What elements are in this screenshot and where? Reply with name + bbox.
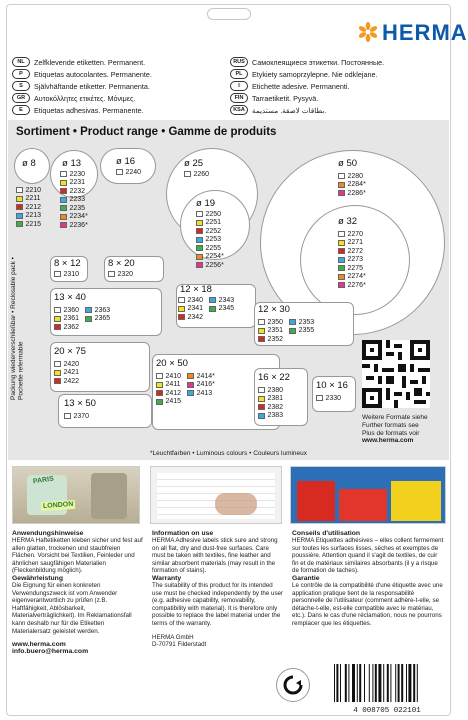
photo-forms bbox=[150, 466, 282, 524]
product-number: 2276* bbox=[347, 281, 366, 289]
group-25: ø 25 bbox=[184, 158, 204, 169]
color-swatch bbox=[338, 257, 345, 263]
product-number: 2254* bbox=[205, 253, 224, 261]
product-number: 2234* bbox=[69, 213, 88, 221]
product-item bbox=[209, 296, 234, 305]
product-number: 2240 bbox=[125, 168, 142, 176]
product-item bbox=[54, 270, 79, 279]
color-swatch bbox=[54, 307, 61, 313]
product-number: 2342 bbox=[187, 313, 204, 321]
product-item bbox=[316, 394, 341, 403]
product-item bbox=[85, 315, 110, 324]
product-number: 2320 bbox=[117, 270, 134, 278]
group-19: ø 19 bbox=[196, 198, 216, 209]
product-item bbox=[54, 377, 79, 386]
group-20x75: 20 × 75 bbox=[54, 346, 86, 357]
product-item bbox=[178, 313, 203, 322]
barcode-bar bbox=[413, 664, 415, 702]
color-swatch bbox=[156, 382, 163, 388]
barcode-bars bbox=[330, 664, 444, 702]
product-item bbox=[54, 369, 79, 378]
product-item bbox=[54, 315, 79, 324]
barcode-bar bbox=[417, 664, 418, 702]
color-swatch bbox=[178, 306, 185, 312]
product-number: 2233 bbox=[69, 196, 86, 204]
product-number: 2272 bbox=[347, 247, 364, 255]
color-swatch bbox=[196, 211, 203, 217]
list-12x18 bbox=[178, 296, 234, 322]
product-item bbox=[187, 381, 215, 390]
color-swatch bbox=[60, 205, 67, 211]
color-swatch bbox=[196, 262, 203, 268]
product-number: 2231 bbox=[69, 179, 86, 187]
product-number: 2235 bbox=[69, 204, 86, 212]
product-item bbox=[338, 247, 366, 256]
product-item bbox=[258, 412, 283, 421]
product-number: 2270 bbox=[347, 230, 364, 238]
barcode-bar bbox=[408, 664, 411, 702]
product-item bbox=[289, 318, 314, 327]
color-swatch bbox=[187, 382, 194, 388]
color-swatch bbox=[156, 390, 163, 396]
product-number: 2352 bbox=[267, 335, 284, 343]
product-number: 2383 bbox=[267, 412, 284, 420]
product-number: 2341 bbox=[187, 305, 204, 313]
product-item bbox=[196, 219, 224, 228]
list-25 bbox=[184, 170, 209, 179]
group-8x20: 8 × 20 bbox=[108, 258, 135, 269]
color-swatch bbox=[258, 396, 265, 402]
column-french: Conseils d'utilisation HERMA Etiquettes adhésives – elles collent fermement sur toutes les surfaces lisses, sèches et exemptes de poussière. Attention quand il s'agit de textiles, de cuir fin et de matériaux similaires absorbants (il y a risque de formation de taches). Garantie Le contrôle de la compatibilité d'une étiquette avec une application pratique tient de la responsabilité personnelle de l'utilisateur (comment adhère-t-elle, se détache-t-elle, est-elle compatible avec le matériau, etc.). Dans le cas d'une réclamation, nous ne pourrons remplacer que les étiquettes. bbox=[292, 530, 444, 627]
color-swatch bbox=[338, 274, 345, 280]
group-13x50: 13 × 50 bbox=[64, 398, 96, 409]
product-item bbox=[16, 203, 41, 212]
color-swatch bbox=[258, 413, 265, 419]
product-number: 2232 bbox=[69, 187, 86, 195]
product-item bbox=[196, 210, 224, 219]
product-item bbox=[338, 189, 366, 198]
barcode-bar bbox=[357, 664, 358, 702]
product-number: 2351 bbox=[267, 327, 284, 335]
group-16x22: 16 × 22 bbox=[258, 372, 290, 383]
product-number: 2382 bbox=[267, 403, 284, 411]
group-16: ø 16 bbox=[116, 156, 136, 167]
product-number: 2212 bbox=[25, 203, 42, 211]
product-item bbox=[258, 327, 283, 336]
product-number: 2361 bbox=[63, 315, 80, 323]
product-number: 2411 bbox=[165, 381, 181, 389]
product-item bbox=[289, 327, 314, 336]
color-swatch bbox=[178, 314, 185, 320]
product-item bbox=[258, 403, 283, 412]
barcode-bar bbox=[369, 664, 370, 702]
product-number: 2230 bbox=[69, 170, 86, 178]
more-formats-link[interactable]: www.herma.com bbox=[362, 437, 414, 445]
product-item bbox=[16, 220, 41, 229]
product-number: 2210 bbox=[25, 186, 42, 194]
barcode-number: 4 008705 022101 bbox=[353, 707, 421, 715]
color-swatch bbox=[85, 316, 92, 322]
group-10x16: 10 × 16 bbox=[316, 380, 348, 391]
list-13 bbox=[60, 170, 88, 230]
color-swatch bbox=[60, 188, 67, 194]
product-item bbox=[60, 179, 88, 188]
color-swatch bbox=[64, 413, 71, 419]
product-item bbox=[196, 244, 224, 253]
product-item bbox=[196, 253, 224, 262]
barcode-bar bbox=[336, 664, 338, 702]
brand-name: HERMA bbox=[382, 20, 468, 45]
product-item bbox=[258, 386, 283, 395]
color-swatch bbox=[16, 213, 23, 219]
product-item bbox=[54, 323, 79, 332]
product-number: 2260 bbox=[193, 170, 210, 178]
barcode-bar bbox=[364, 664, 365, 702]
color-swatch bbox=[258, 336, 265, 342]
product-item bbox=[338, 256, 366, 265]
product-item bbox=[187, 372, 215, 381]
color-swatch bbox=[60, 197, 67, 203]
color-swatch bbox=[187, 390, 194, 396]
color-swatch bbox=[54, 316, 61, 322]
group-8: ø 8 bbox=[22, 158, 36, 169]
color-swatch bbox=[178, 297, 185, 303]
product-number: 2211 bbox=[25, 195, 41, 203]
color-swatch bbox=[54, 378, 61, 384]
list-13x50 bbox=[64, 412, 89, 421]
product-number: 2345 bbox=[218, 305, 235, 313]
barcode-bar bbox=[395, 664, 396, 702]
product-item bbox=[60, 170, 88, 179]
barcode-bar bbox=[348, 664, 349, 702]
product-item bbox=[54, 360, 79, 369]
list-8x20 bbox=[108, 270, 133, 279]
lang-row: NL Zelfklevende etiketten. Permanent. bbox=[12, 56, 232, 68]
photo-label-paris: PARIS bbox=[32, 475, 55, 486]
product-number: 2380 bbox=[267, 386, 284, 394]
color-swatch bbox=[209, 297, 216, 303]
group-12x18: 12 × 18 bbox=[180, 284, 212, 295]
product-number: 2413 bbox=[196, 389, 213, 397]
product-number: 2365 bbox=[94, 315, 111, 323]
product-item bbox=[178, 305, 203, 314]
color-swatch bbox=[16, 196, 23, 202]
list-8 bbox=[16, 186, 41, 229]
barcode-bar bbox=[378, 664, 381, 702]
product-number: 2343 bbox=[218, 296, 235, 304]
product-number: 2410 bbox=[165, 372, 182, 380]
color-swatch bbox=[60, 180, 67, 186]
recycle-icon bbox=[276, 668, 310, 702]
color-swatch bbox=[258, 404, 265, 410]
photo-label-london: LONDON bbox=[41, 500, 76, 511]
product-number: 2273 bbox=[347, 256, 364, 264]
product-item bbox=[60, 196, 88, 205]
product-item bbox=[338, 264, 366, 273]
color-swatch bbox=[156, 373, 163, 379]
color-swatch bbox=[16, 204, 23, 210]
product-number: 2250 bbox=[205, 210, 222, 218]
lang-row: RUS Самоклеящиеся этикетки. Постоянные. bbox=[230, 56, 450, 68]
lang-row: I Etichette adesive. Permanenti. bbox=[230, 80, 450, 92]
color-swatch bbox=[196, 237, 203, 243]
list-8x12 bbox=[54, 270, 79, 279]
barcode-bar bbox=[398, 664, 400, 702]
list-12x30 bbox=[258, 318, 314, 344]
product-number: 2350 bbox=[267, 318, 284, 326]
color-swatch bbox=[16, 221, 23, 227]
color-swatch bbox=[338, 265, 345, 271]
color-swatch bbox=[338, 190, 345, 196]
color-swatch bbox=[258, 328, 265, 334]
product-number: 2284* bbox=[347, 181, 366, 189]
product-item bbox=[187, 389, 215, 398]
email-link[interactable]: info.buero@herma.com bbox=[12, 648, 89, 656]
list-10x16 bbox=[316, 394, 341, 403]
product-number: 2271 bbox=[347, 239, 364, 247]
product-item bbox=[64, 412, 89, 421]
product-item bbox=[116, 168, 141, 177]
product-number: 2421 bbox=[63, 369, 80, 377]
product-item bbox=[16, 186, 41, 195]
product-number: 2256* bbox=[205, 261, 224, 269]
product-item bbox=[108, 270, 133, 279]
product-item bbox=[196, 261, 224, 270]
barcode-bar bbox=[352, 664, 355, 702]
more-formats: Weitere Formate siehe Further formats see Plus de formats voir www.herma.com bbox=[362, 414, 428, 445]
color-swatch bbox=[338, 240, 345, 246]
product-number: 2420 bbox=[63, 360, 80, 368]
product-item bbox=[16, 212, 41, 221]
color-swatch bbox=[54, 271, 61, 277]
color-swatch bbox=[338, 173, 345, 179]
product-item bbox=[156, 372, 181, 381]
product-item bbox=[184, 170, 209, 179]
lang-row: E Etiquetas adhesivas. Permanente. bbox=[12, 104, 232, 116]
color-swatch bbox=[209, 306, 216, 312]
color-swatch bbox=[184, 171, 191, 177]
color-swatch bbox=[196, 254, 203, 260]
qr-code-icon[interactable] bbox=[362, 340, 430, 408]
barcode-bar bbox=[334, 664, 335, 702]
color-swatch bbox=[196, 228, 203, 234]
product-item bbox=[258, 318, 283, 327]
column-german: Anwendungshinweise HERMA Haftetiketten kleben sicher und fest auf allen glatten, trockenen und staubfreien Flächen. Vorsicht bei Textilien, Feinleder und ähnlichen saugfähigen Materialien (Fleckenbildung möglich). Gewährleistung Die Eignung für einen konkreten Verwendungszweck ist vom Anwender eigenverantwortlich zu prüfen (z.B. Haftfähigkeit, Ablösbarkeit, Materialverträglichkeit). Im Reklamationsfall kann deshalb nur für die Etiketten Materialersatz geleistet werden. www.herma.com info.buero@herma.com bbox=[12, 530, 143, 656]
barcode-bar bbox=[383, 664, 384, 702]
group-12x30: 12 × 30 bbox=[258, 304, 290, 315]
product-number: 2251 bbox=[205, 219, 222, 227]
product-item bbox=[258, 335, 283, 344]
product-item bbox=[338, 230, 366, 239]
sortiment-title: Sortiment • Product range • Gamme de produits bbox=[16, 126, 277, 138]
photo-boxes bbox=[290, 466, 446, 524]
product-item bbox=[338, 181, 366, 190]
product-number: 2415 bbox=[165, 398, 182, 406]
color-swatch bbox=[289, 328, 296, 334]
color-swatch bbox=[338, 282, 345, 288]
herma-logo-icon bbox=[358, 22, 378, 47]
barcode-bar bbox=[406, 664, 407, 702]
color-swatch bbox=[258, 319, 265, 325]
product-number: 2274* bbox=[347, 273, 366, 281]
color-swatch bbox=[156, 399, 163, 405]
barcode-bar bbox=[390, 664, 391, 702]
group-8x12: 8 × 12 bbox=[54, 258, 81, 269]
color-swatch bbox=[60, 171, 67, 177]
color-swatch bbox=[338, 182, 345, 188]
lang-row: KSA بطاقات لاصقة. مستديمة. bbox=[230, 104, 450, 116]
photo-jars bbox=[12, 466, 140, 524]
product-number: 2286* bbox=[347, 189, 366, 197]
product-item bbox=[85, 306, 110, 315]
barcode-bar bbox=[345, 664, 347, 702]
product-item bbox=[156, 389, 181, 398]
color-swatch bbox=[108, 271, 115, 277]
color-swatch bbox=[85, 307, 92, 313]
barcode-bar bbox=[387, 664, 389, 702]
color-swatch bbox=[16, 187, 23, 193]
product-number: 2255 bbox=[205, 244, 222, 252]
color-swatch bbox=[258, 387, 265, 393]
barcode-bar bbox=[359, 664, 361, 702]
color-swatch bbox=[54, 370, 61, 376]
group-50: ø 50 bbox=[338, 158, 358, 169]
product-number: 2215 bbox=[25, 220, 42, 228]
languages-left bbox=[12, 56, 232, 116]
lang-row: GR Αυτοκόλλητες ετικέτες. Μόνιμες. bbox=[12, 92, 232, 104]
product-number: 2370 bbox=[73, 412, 90, 420]
color-swatch bbox=[60, 222, 67, 228]
product-number: 2363 bbox=[94, 306, 111, 314]
product-number: 2360 bbox=[63, 306, 80, 314]
luminous-note: *Leuchtfarben • Luminous colours • Couleurs lumineux bbox=[150, 450, 308, 457]
product-item bbox=[196, 227, 224, 236]
color-swatch bbox=[116, 169, 123, 175]
barcode-bar bbox=[375, 664, 377, 702]
product-item bbox=[338, 273, 366, 282]
list-32 bbox=[338, 230, 366, 290]
product-number: 2412 bbox=[165, 389, 182, 397]
list-16 bbox=[116, 168, 141, 177]
hang-hole bbox=[207, 8, 251, 20]
column-english: Information on use HERMA Adhesive labels stick sure and strong on all flat, dry and dust-free surfaces. Care must be taken with textiles, fine leather and similar absorbent materials (may result in the formation of stains). Warranty The suitability of this product for its intended use must be checked independently by the user (e.g. adhesive capability, removability, compatibility with material). It is therefore only possible to replace the label material under the terms of the warranty. HERMA GmbH D-70791 Filderstadt bbox=[152, 530, 284, 649]
group-13: ø 13 bbox=[62, 158, 82, 169]
product-item bbox=[338, 281, 366, 290]
product-number: 2275 bbox=[347, 264, 364, 272]
product-item bbox=[60, 221, 88, 230]
color-swatch bbox=[338, 231, 345, 237]
color-swatch bbox=[54, 324, 61, 330]
color-swatch bbox=[196, 220, 203, 226]
group-20x50: 20 × 50 bbox=[156, 358, 188, 369]
product-item bbox=[156, 381, 181, 390]
packaging-note: Packung wiederverschließbar • Reclosable pack • Pochette refermable bbox=[10, 257, 25, 400]
color-swatch bbox=[338, 248, 345, 254]
barcode-bar bbox=[372, 664, 373, 702]
product-item bbox=[60, 204, 88, 213]
list-16x22 bbox=[258, 386, 283, 420]
product-item bbox=[196, 236, 224, 245]
product-number: 2253 bbox=[205, 236, 222, 244]
product-number: 2280 bbox=[347, 172, 364, 180]
product-item bbox=[60, 187, 88, 196]
color-swatch bbox=[60, 214, 67, 220]
barcode-bar bbox=[340, 664, 341, 702]
product-number: 2381 bbox=[267, 395, 284, 403]
product-number: 2310 bbox=[63, 270, 80, 278]
group-13x40: 13 × 40 bbox=[54, 292, 86, 303]
lang-row: S Självhäftande etiketter. Permanenta. bbox=[12, 80, 232, 92]
color-swatch bbox=[196, 245, 203, 251]
product-item bbox=[338, 239, 366, 248]
product-item bbox=[60, 213, 88, 222]
product-number: 2236* bbox=[69, 221, 88, 229]
product-item bbox=[16, 195, 41, 204]
product-item bbox=[338, 172, 366, 181]
product-number: 2330 bbox=[325, 394, 342, 402]
product-item bbox=[209, 305, 234, 314]
product-item bbox=[54, 306, 79, 315]
website-link[interactable]: www.herma.com bbox=[12, 641, 66, 649]
list-20x50 bbox=[156, 372, 215, 406]
product-number: 2353 bbox=[298, 318, 315, 326]
color-swatch bbox=[289, 319, 296, 325]
product-number: 2414* bbox=[196, 372, 215, 380]
color-swatch bbox=[316, 395, 323, 401]
list-50 bbox=[338, 172, 366, 198]
product-number: 2362 bbox=[63, 323, 80, 331]
color-swatch bbox=[187, 373, 194, 379]
product-item bbox=[178, 296, 203, 305]
list-13x40 bbox=[54, 306, 110, 332]
languages-right bbox=[230, 56, 450, 116]
group-32: ø 32 bbox=[338, 216, 358, 227]
list-20x75 bbox=[54, 360, 79, 386]
product-number: 2213 bbox=[25, 212, 42, 220]
lang-row: P Etiquetas autocolantes. Permanente. bbox=[12, 68, 232, 80]
product-number: 2422 bbox=[63, 377, 80, 385]
barcode bbox=[330, 664, 444, 715]
list-19 bbox=[196, 210, 224, 270]
lang-row: PL Etykiety samoprzylepne. Nie odklejane. bbox=[230, 68, 450, 80]
product-item bbox=[156, 398, 181, 407]
product-number: 2340 bbox=[187, 296, 204, 304]
lang-row: FIN Tarraetiketit. Pysyvä. bbox=[230, 92, 450, 104]
product-number: 2416* bbox=[196, 381, 215, 389]
product-number: 2252 bbox=[205, 227, 222, 235]
product-number: 2355 bbox=[298, 327, 315, 335]
color-swatch bbox=[54, 361, 61, 367]
barcode-bar bbox=[401, 664, 403, 702]
product-item bbox=[258, 395, 283, 404]
